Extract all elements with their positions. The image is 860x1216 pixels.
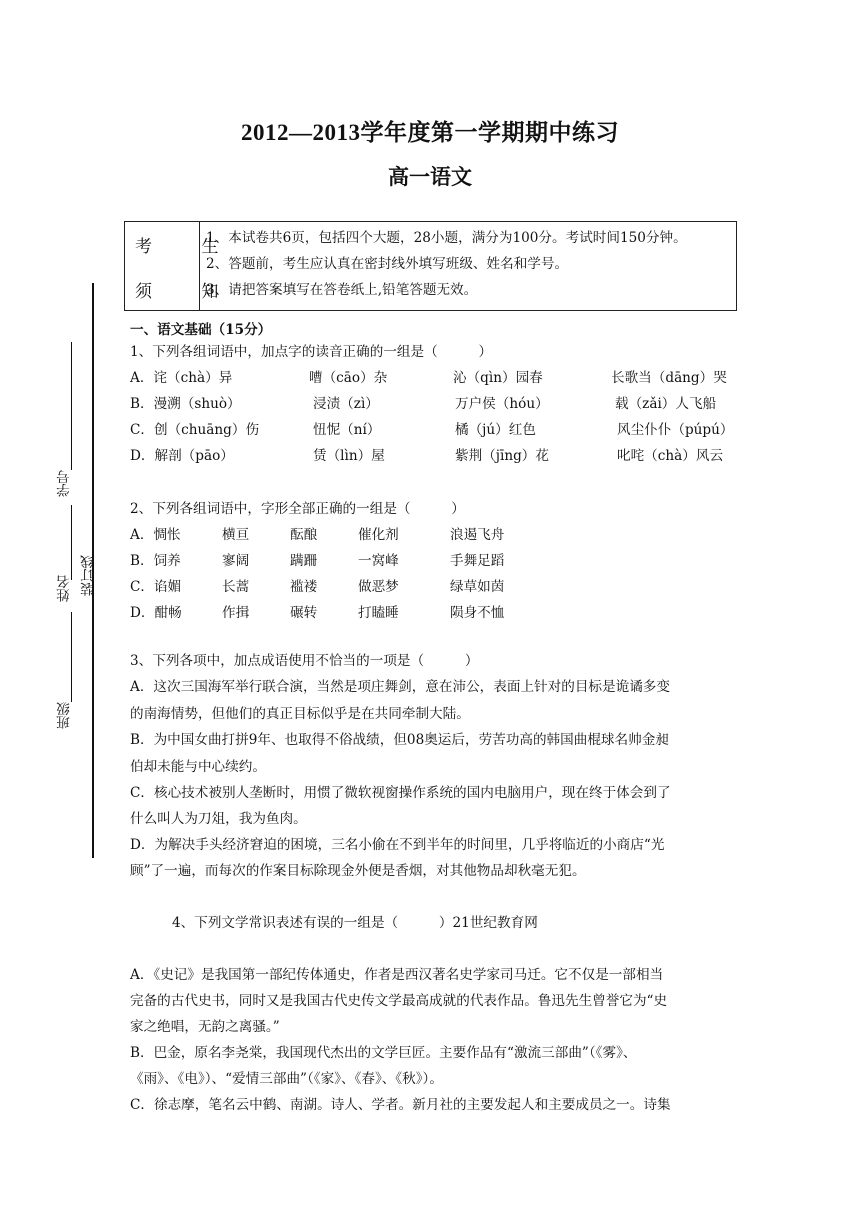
q2-option-c-3: 褴褛	[290, 579, 318, 595]
notice-label-bottom: 须 知	[135, 282, 241, 302]
q4-line-1: A．《史记》是我国第一部纪传体通史，作者是西汉著名史学家司马迁。它不仅是一部相当	[130, 967, 664, 983]
q4-line-2: 完备的古代史书，同时又是我国古代史传文学最高成就的代表作品。鲁迅先生曾誉它为“史	[130, 993, 668, 1009]
q2-option-c-1: C．谄媚	[130, 579, 182, 595]
notice-box	[124, 221, 737, 311]
q3-line-3: B．为中国女曲打拼9年、也取得不俗战绩，但08奥运后，劳苦功高的韩国曲棍球名帅金昶	[130, 732, 669, 748]
q1-option-d-2: 赁（lìn）屋	[313, 448, 385, 464]
name-label: 姓名	[57, 575, 73, 603]
q2-option-d-4: 打瞌睡	[358, 605, 399, 621]
q3-line-4: 伯却未能与中心续约。	[130, 759, 266, 775]
q1-option-d-4: 叱咤（chà）风云	[617, 448, 724, 464]
q1-option-a-4: 长歌当（dāng）哭	[611, 370, 727, 386]
notice-rule-3: 3、请把答案填写在答卷纸上,铅笔答题无效。	[206, 282, 478, 298]
q1-option-b-4: 载（zǎi）人飞船	[615, 396, 717, 412]
q3-line-7: D．为解决手头经济窘迫的困境，三名小偷在不到半年的时间里，几乎将临近的小商店“光	[130, 837, 665, 853]
name-blank	[71, 505, 72, 580]
q1-option-c-1: C．创（chuāng）伤	[130, 422, 260, 438]
q2-option-a-1: A．惆怅	[130, 527, 181, 543]
q3-line-1: A．这次三国海军举行联合演，当然是项庄舞剑，意在沛公，表面上针对的目标是诡谲多变	[130, 679, 670, 695]
q2-option-b-4: 一窝峰	[358, 553, 399, 569]
q1-option-c-3: 橘（jú）红色	[455, 422, 536, 438]
q3-line-8: 顾”了一遍，而每次的作案目标除现金外便是香烟，对其他物品却秋毫无犯。	[130, 863, 586, 879]
q2-option-d-2: 作揖	[222, 605, 250, 621]
section-1-heading: 一、语文基础（15分）	[130, 322, 272, 338]
q2-option-b-2: 寥阔	[222, 553, 250, 569]
notice-rule-2: 2、答题前，考生应认真在密封线外填写班级、姓名和学号。	[206, 256, 569, 272]
q2-option-c-5: 绿草如茵	[450, 579, 505, 595]
exam-subtitle: 高一语文	[388, 164, 472, 189]
q2-option-d-1: D．酣畅	[130, 605, 182, 621]
student-id-label: 学号	[57, 470, 73, 498]
q1-stem: 1、下列各组词语中，加点字的读音正确的一组是（ ）	[130, 344, 493, 360]
q3-line-5: C．核心技术被别人垄断时，用惯了微软视窗操作系统的国内电脑用户，现在终于体会到了	[130, 785, 671, 801]
q4-line-3: 家之绝唱，无韵之离骚。”	[130, 1019, 280, 1035]
exam-title: 2012—2013学年度第一学期期中练习	[241, 120, 619, 145]
q1-option-c-4: 风尘仆仆（púpú）	[617, 422, 734, 438]
q1-option-b-2: 浸渍（zì）	[313, 396, 379, 412]
q2-option-d-3: 碾转	[290, 605, 318, 621]
q3-line-6: 什么叫人为刀俎，我为鱼肉。	[130, 811, 307, 827]
q3-stem: 3、下列各项中，加点成语使用不恰当的一项是（ ）	[130, 653, 479, 669]
q1-option-a-2: 嘈（cāo）杂	[309, 370, 388, 386]
q2-option-a-2: 横亘	[222, 527, 250, 543]
q1-option-d-3: 紫荆（jīng）花	[455, 448, 549, 464]
q2-option-b-1: B．饲养	[130, 553, 181, 569]
q2-option-c-4: 做恶梦	[358, 579, 399, 595]
q3-line-2: 的南海情势，但他们的真正目标似乎是在共同牵制大陆。	[130, 706, 470, 722]
notice-label-top: 考 生	[135, 237, 241, 257]
q1-option-a-1: A．诧（chà）异	[130, 370, 233, 386]
q2-option-a-3: 酝酿	[290, 527, 318, 543]
q2-option-a-5: 浪遏飞舟	[450, 527, 505, 543]
q1-option-b-3: 万户侯（hóu）	[455, 396, 549, 412]
q4-line-5: 《雨》、《电》）、“爱情三部曲”（《家》、《春》、《秋》）。	[130, 1071, 443, 1087]
q1-option-b-1: B．漫溯（shuò）	[130, 396, 241, 412]
q2-option-a-4: 催化剂	[358, 527, 399, 543]
q4-stem: 4、下列文学常识表述有误的一组是（ ）21世纪教育网	[172, 915, 538, 931]
q4-line-4: B．巴金，原名李尧棠，我国现代杰出的文学巨匠。主要作品有“激流三部曲”（《雾》、	[130, 1045, 637, 1061]
class-blank	[71, 612, 72, 702]
q4-line-6: C．徐志摩，笔名云中鹤、南湖。诗人、学者。新月社的主要发起人和主要成员之一。诗集	[130, 1097, 671, 1113]
q2-option-d-5: 陨身不恤	[450, 605, 505, 621]
binding-line-label: 装订线	[81, 555, 97, 596]
q1-option-a-3: 沁（qìn）园春	[453, 370, 543, 386]
q2-option-b-5: 手舞足蹈	[450, 553, 505, 569]
notice-rule-1: 1、本试卷共6页，包括四个大题，28小题，满分为100分。考试时间150分钟。	[206, 230, 687, 246]
student-id-blank	[71, 342, 72, 470]
class-label: 班级	[57, 702, 73, 730]
q2-option-b-3: 蹒跚	[290, 553, 318, 569]
q1-option-d-1: D．解剖（pāo）	[130, 448, 234, 464]
q2-stem: 2、下列各组词语中，字形全部正确的一组是（ ）	[130, 501, 465, 517]
q1-option-c-2: 忸怩（ní）	[313, 422, 381, 438]
q2-option-c-2: 长蒿	[222, 579, 250, 595]
